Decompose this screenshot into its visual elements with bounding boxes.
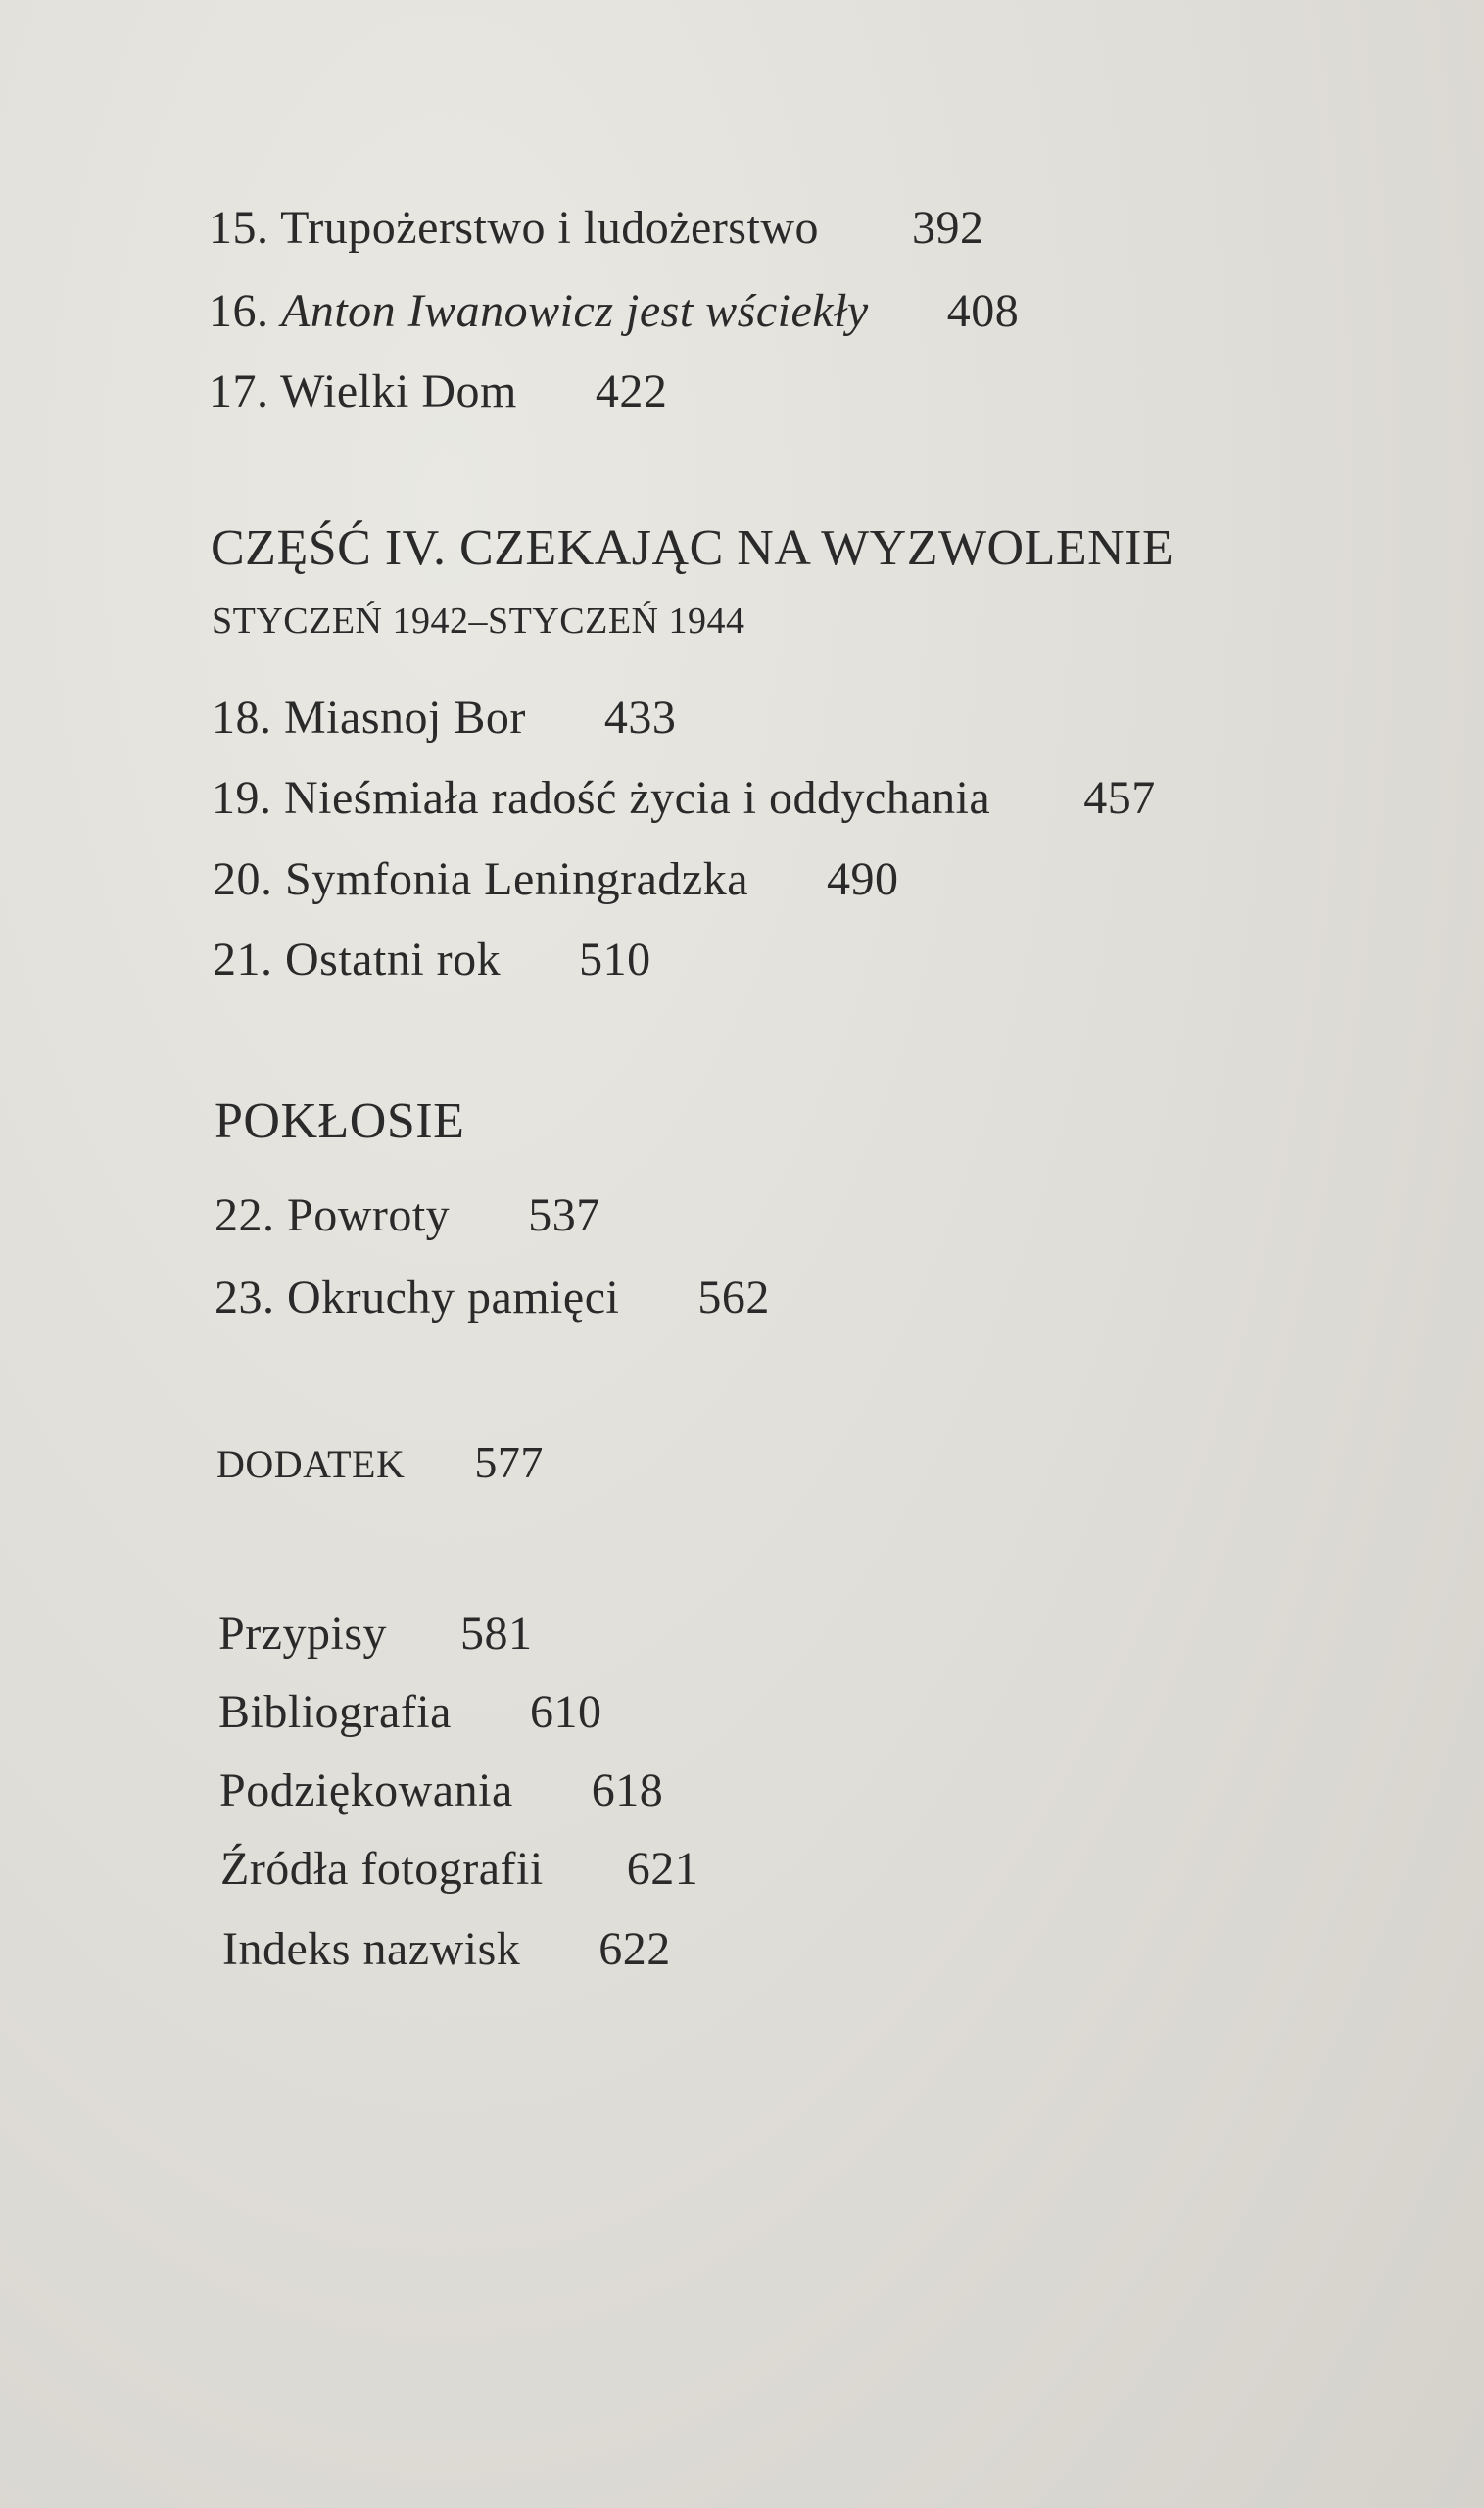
entry-page: 510 (579, 934, 651, 986)
part-four-heading: CZĘŚĆ IV. CZEKAJĄC NA WYZWOLENIE (211, 520, 1174, 576)
entry-number: 15. (209, 202, 269, 254)
entry-page: 433 (603, 692, 677, 744)
entry-page: 618 (591, 1764, 664, 1816)
entry-page: 392 (911, 202, 984, 254)
entry-page: 537 (528, 1189, 600, 1241)
entry-title: Przypisy (218, 1608, 387, 1660)
entry-page: 581 (460, 1608, 533, 1660)
entry-number: 19. (212, 772, 272, 824)
entry-title: Anton Iwanowicz jest wściekły (281, 285, 869, 337)
entry-page: 457 (1083, 772, 1156, 824)
entry-number: 22. (215, 1189, 275, 1241)
toc-entry-21 (213, 933, 651, 987)
appendix-entry (216, 1436, 544, 1488)
appendix-page: 577 (474, 1437, 544, 1487)
entry-number: 18. (212, 692, 272, 744)
toc-entry-23 (215, 1271, 770, 1325)
entry-page: 490 (827, 853, 899, 905)
entry-title: Nieśmiała radość życia i oddychania (284, 772, 991, 824)
toc-entry-22 (215, 1188, 600, 1242)
entry-title: Powroty (287, 1189, 451, 1241)
entry-title: Miasnoj Bor (284, 692, 526, 744)
back-matter-podziekowania (219, 1763, 663, 1817)
entry-page: 622 (598, 1923, 671, 1975)
back-matter-przypisy (218, 1607, 533, 1661)
entry-page: 610 (529, 1686, 602, 1738)
toc-entry-19 (212, 771, 1156, 825)
entry-title: Ostatni rok (285, 934, 502, 986)
appendix-title: DODATEK (216, 1442, 406, 1486)
entry-number: 20. (213, 853, 273, 905)
back-matter-bibliografia (218, 1685, 601, 1739)
entry-number: 23. (215, 1272, 275, 1324)
entry-title: Źródła fotografii (220, 1843, 544, 1895)
entry-number: 17. (209, 365, 269, 417)
entry-title: Indeks nazwisk (222, 1923, 521, 1975)
toc-entry-15 (209, 201, 983, 255)
entry-title: Symfonia Leningradzka (285, 853, 749, 905)
back-matter-zrodla-fotografii (220, 1842, 698, 1896)
back-matter-indeks-nazwisk (222, 1922, 671, 1976)
entry-title: Bibliografia (218, 1686, 452, 1738)
entry-page: 408 (946, 285, 1020, 337)
toc-entry-20 (213, 852, 899, 906)
entry-title: Okruchy pamięci (287, 1272, 620, 1324)
toc-entry-16 (209, 284, 1019, 338)
entry-number: 21. (213, 934, 273, 986)
part-four-subheading: STYCZEŃ 1942–STYCZEŃ 1944 (212, 601, 745, 642)
entry-page: 562 (697, 1272, 770, 1324)
entry-number: 16. (209, 285, 269, 337)
entry-page: 621 (626, 1843, 699, 1895)
entry-title: Podziękowania (219, 1764, 513, 1816)
entry-title: Wielki Dom (280, 365, 517, 417)
toc-entry-17 (209, 364, 667, 418)
entry-title: Trupożerstwo i ludożerstwo (280, 202, 819, 254)
aftermath-heading: POKŁOSIE (215, 1093, 465, 1149)
entry-page: 422 (595, 365, 668, 417)
toc-entry-18 (212, 691, 676, 745)
